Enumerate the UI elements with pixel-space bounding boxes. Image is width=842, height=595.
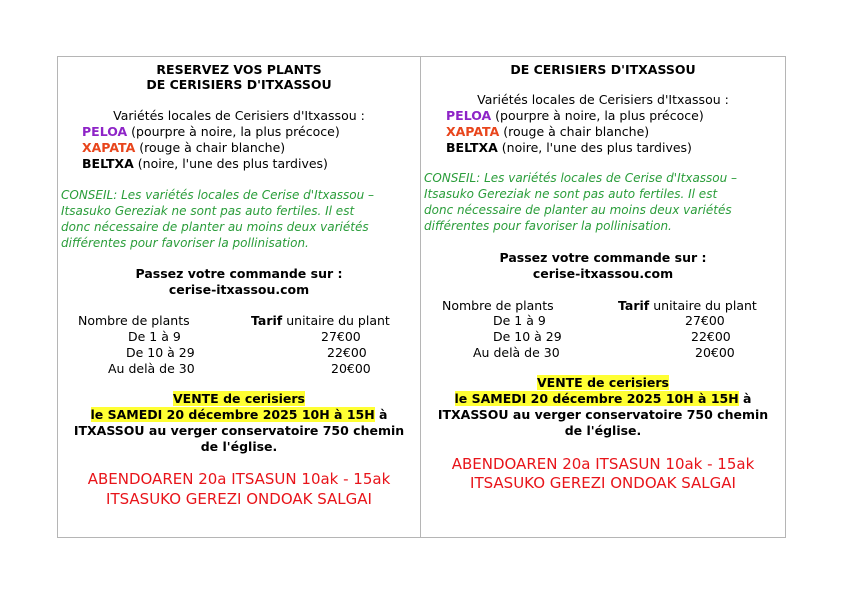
- right-price-value: 27€00: [685, 313, 725, 328]
- right-price-header-qty: Nombre de plants: [442, 298, 554, 313]
- right-price-header-tarif: Tarif unitaire du plant: [618, 298, 757, 313]
- left-basque-line2: ITSASUKO GEREZI ONDOAK SALGAI: [106, 490, 372, 508]
- right-variety-beltxa: [446, 140, 692, 156]
- right-advice-line: CONSEIL: Les variétés locales de Cerise d'Itxassou –: [424, 171, 738, 185]
- left-sale-line4: de l'église.: [200, 439, 278, 454]
- variety-desc: (pourpre à noire, la plus précoce): [127, 124, 340, 139]
- left-varieties-intro: Variétés locales de Cerisiers d'Itxassou :: [113, 108, 365, 123]
- left-price-qty: De 1 à 9: [128, 329, 181, 344]
- right-sale-line1: VENTE de cerisiers: [536, 375, 669, 390]
- left-title-line2: DE CERISIERS D'ITXASSOU: [146, 77, 332, 92]
- right-price-qty: De 10 à 29: [493, 329, 562, 344]
- left-price-qty: De 10 à 29: [126, 345, 195, 360]
- variety-name: XAPATA: [446, 124, 500, 139]
- left-basque-line1: ABENDOAREN 20a ITSASUN 10ak - 15ak: [87, 470, 391, 488]
- right-advice-line: donc nécessaire de planter au moins deux variétés: [424, 203, 732, 217]
- left-variety-peloa: [82, 124, 340, 140]
- variety-desc: (noire, l'une des plus tardives): [133, 156, 328, 171]
- left-price-value: 27€00: [321, 329, 361, 344]
- left-title-line1: RESERVEZ VOS PLANTS: [156, 62, 322, 77]
- right-order-url[interactable]: cerise-itxassou.com: [532, 266, 674, 281]
- right-advice-line: différentes pour favoriser la pollinisation.: [424, 219, 672, 233]
- variety-desc: (rouge à chair blanche): [499, 124, 650, 139]
- right-order-line1: Passez votre commande sur :: [499, 250, 707, 265]
- variety-desc: (rouge à chair blanche): [135, 140, 286, 155]
- left-price-qty: Au delà de 30: [108, 361, 195, 376]
- right-price-value: 22€00: [691, 329, 731, 344]
- right-price-qty: De 1 à 9: [493, 313, 546, 328]
- left-sale-line2: le SAMEDI 20 décembre 2025 10H à 15H à: [90, 407, 388, 422]
- left-order-url[interactable]: cerise-itxassou.com: [168, 282, 310, 297]
- left-advice-line: Itsasuko Gereziak ne sont pas auto fertiles. Il est: [61, 204, 355, 218]
- variety-desc: (pourpre à noire, la plus précoce): [491, 108, 704, 123]
- left-order-line1: Passez votre commande sur :: [135, 266, 343, 281]
- left-sale-line3: ITXASSOU au verger conservatoire 750 chemin: [73, 423, 405, 438]
- panel-divider: [420, 56, 421, 538]
- right-title-line1: DE CERISIERS D'ITXASSOU: [510, 62, 696, 77]
- left-price-header-tarif: Tarif unitaire du plant: [251, 313, 390, 328]
- right-variety-xapata: [446, 124, 649, 140]
- right-price-qty: Au delà de 30: [473, 345, 560, 360]
- right-basque-line1: ABENDOAREN 20a ITSASUN 10ak - 15ak: [451, 455, 755, 473]
- left-advice-line: donc nécessaire de planter au moins deux variétés: [61, 220, 369, 234]
- variety-name: BELTXA: [446, 140, 498, 155]
- right-sale-line2: le SAMEDI 20 décembre 2025 10H à 15H à: [454, 391, 752, 406]
- variety-name: XAPATA: [82, 140, 136, 155]
- left-price-value: 22€00: [327, 345, 367, 360]
- left-sale-line1: VENTE de cerisiers: [172, 391, 305, 406]
- variety-desc: (noire, l'une des plus tardives): [497, 140, 692, 155]
- variety-name: PELOA: [446, 108, 492, 123]
- variety-name: PELOA: [82, 124, 128, 139]
- left-price-value: 20€00: [331, 361, 371, 376]
- left-panel: [58, 56, 420, 538]
- right-variety-peloa: [446, 108, 704, 124]
- left-variety-xapata: [82, 140, 285, 156]
- right-advice-line: Itsasuko Gereziak ne sont pas auto fertiles. Il est: [424, 187, 718, 201]
- left-variety-beltxa: [82, 156, 328, 172]
- left-advice-line: différentes pour favoriser la pollinisation.: [61, 236, 309, 250]
- right-price-value: 20€00: [695, 345, 735, 360]
- variety-name: BELTXA: [82, 156, 134, 171]
- right-panel: [422, 56, 784, 538]
- right-sale-line3: ITXASSOU au verger conservatoire 750 chemin: [437, 407, 769, 422]
- left-advice-line: CONSEIL: Les variétés locales de Cerise d'Itxassou –: [61, 188, 375, 202]
- right-sale-line4: de l'église.: [564, 423, 642, 438]
- right-basque-line2: ITSASUKO GEREZI ONDOAK SALGAI: [470, 474, 736, 492]
- right-varieties-intro: Variétés locales de Cerisiers d'Itxassou :: [477, 92, 729, 107]
- left-price-header-qty: Nombre de plants: [78, 313, 190, 328]
